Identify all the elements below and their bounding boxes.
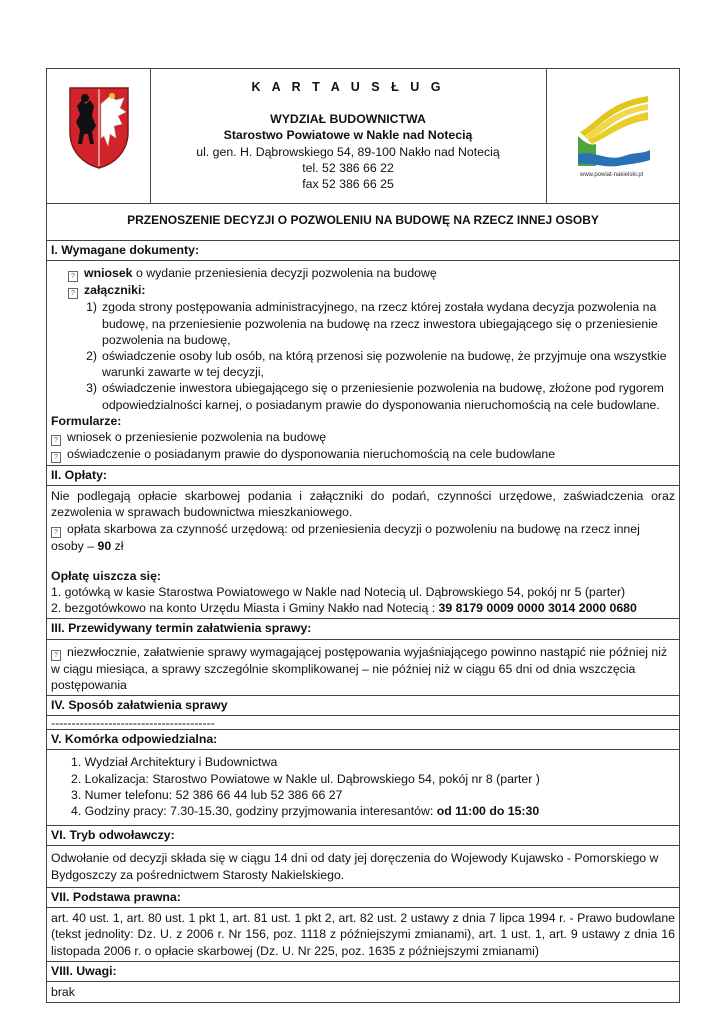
fee-amount: 90 — [97, 538, 112, 553]
list-item: 1) zgoda strony postępowania administracyjnego, na rzecz której została wydana decyzja pozwolenia na budowę, na przeniesienie pozwolenia na budowę na rzecz inwestora ubiegającego się o przeniesienie pozwolenia na budowę, — [86, 300, 658, 347]
unit-phone: 3. Numer telefonu: 52 386 66 44 lub 52 386 66 27 — [71, 787, 343, 802]
office-fax: fax 52 386 66 25 — [302, 177, 394, 192]
list-item: 3) oświadczenie inwestora ubiegającego się o przeniesienie pozwolenia na budowę, złożone pod rygorem odpowiedzialności karnej, o posiadanym prawie do dysponowania nieruchomością na cele budowlane. — [86, 381, 664, 412]
unit-name: 1. Wydział Architektury i Budownictwa — [71, 755, 278, 770]
forms-heading: Formularze: — [51, 413, 122, 428]
section-heading: IV. Sposób załatwienia sprawy — [47, 696, 679, 716]
reception-hours: od 11:00 do 15:30 — [436, 804, 540, 819]
unit-hours: 4. Godziny pracy: 7.30-15.30, godziny przyjmowania interesantów: od 11:00 do 15:30 — [71, 804, 540, 819]
section-fees — [47, 466, 679, 619]
notes-text: brak — [51, 984, 75, 999]
attachments-label: załączniki: — [84, 283, 146, 298]
method-text: ---------------------------------------- — [51, 716, 215, 731]
department-name: WYDZIAŁ BUDOWNICTWA — [270, 112, 426, 127]
section-heading: VII. Podstawa prawna: — [47, 888, 679, 908]
list-item: 2) oświadczenie osoby lub osób, na którą przenosi się pozwolenie na budowę, że przyjmuje ona wszystkie warunki zawarte w tej decyzji, — [86, 349, 667, 380]
bullet-icon: ? — [51, 650, 61, 661]
service-card — [46, 68, 680, 1003]
section-documents — [47, 241, 679, 466]
section-legal-basis — [47, 888, 679, 962]
application-label: wniosek — [84, 266, 133, 281]
section-appeal — [47, 826, 679, 888]
bullet-icon: ? — [51, 527, 61, 538]
coat-of-arms-icon — [68, 86, 130, 170]
powiat-logo-icon — [578, 92, 650, 178]
logo-cell — [546, 69, 680, 203]
appeal-text: Odwołanie od decyzji składa się w ciągu 14 dni od daty jej doręczenia do Wojewody Kujawsko - Pomorskiego w Bydgoszczy za pośrednictwem Starosty Nakielskiego. — [51, 851, 659, 882]
attachments-line — [51, 282, 675, 299]
attachments-list — [51, 299, 675, 412]
section-heading: II. Opłaty: — [47, 466, 679, 486]
form-link[interactable]: ? wniosek o przeniesienie pozwolenia na budowę — [51, 429, 675, 446]
card-title: K A R T A U S Ł U G — [251, 80, 445, 94]
unit-location: 2. Lokalizacja: Starostwo Powiatowe w Nakle ul. Dąbrowskiego 54, pokój nr 8 (parter ) — [71, 771, 540, 786]
section-method — [47, 696, 679, 730]
logo-url: www.powiat-nakielski.pl — [580, 172, 644, 178]
section-heading: I. Wymagane dokumenty: — [47, 241, 679, 261]
payment-heading: Opłatę uiszcza się: — [51, 568, 162, 583]
fee-line: ? opłata skarbowa za czynność urzędową: od przeniesienia decyzji o pozwoleniu na budowę na rzecz innej osoby – 90 zł — [51, 521, 640, 553]
bullet-icon: ? — [51, 452, 61, 463]
section-notes — [47, 962, 679, 1002]
section-heading: III. Przewidywany termin załatwienia sprawy: — [47, 619, 679, 639]
title-section — [47, 204, 679, 241]
payment-transfer: 2. bezgotówkowo na konto Urzędu Miasta i Gminy Nakło nad Notecią : 39 8179 0009 0000 3014 2000 0680 — [51, 601, 637, 616]
office-name: Starostwo Powiatowe w Nakle nad Notecią — [223, 128, 473, 143]
application-line — [51, 265, 675, 282]
fee-exemption-text: Nie podlegają opłacie skarbowej podania i załączniki do podań, czynności urzędowe, zaświadczenia oraz zezwolenia w sprawach budownictwa mieszkaniowego. — [51, 489, 675, 520]
bank-account: 39 8179 0009 0000 3014 2000 0680 — [438, 601, 637, 616]
application-text: o wydanie przeniesienia decyzji pozwolenia na budowę — [132, 266, 437, 281]
payment-cash: 1. gotówką w kasie Starostwa Powiatowego w Nakle nad Notecią ul. Dąbrowskiego 54, pokój nr 5 (parter) — [51, 585, 626, 600]
section-heading: VIII. Uwagi: — [47, 962, 679, 982]
bullet-icon: ? — [68, 288, 78, 299]
section-unit — [47, 730, 679, 826]
office-address: ul. gen. H. Dąbrowskiego 54, 89-100 Nakło nad Notecią — [196, 144, 500, 159]
bullet-icon: ? — [51, 435, 61, 446]
section-heading: V. Komórka odpowiedzialna: — [47, 730, 679, 750]
office-phone: tel. 52 386 66 22 — [302, 160, 394, 175]
section-heading: VI. Tryb odwoławczy: — [47, 826, 679, 846]
card-header — [47, 69, 679, 204]
section-deadline — [47, 619, 679, 696]
deadline-text: ? niezwłocznie, załatwienie sprawy wymagającej postępowania wyjaśniającego powinno nastąpić nie później niż w ciągu miesiąca, a sprawy szczególnie skomplikowanej – nie później niż w ciągu 65 dni od dnia wszczęcia postępowania — [51, 644, 668, 692]
header-info — [151, 69, 545, 203]
document-title: PRZENOSZENIE DECYZJI O POZWOLENIU NA BUDOWĘ NA RZECZ INNEJ OSOBY — [127, 213, 599, 227]
form-link[interactable]: ? oświadczenie o posiadanym prawie do dysponowania nieruchomością na cele budowlane — [51, 446, 675, 463]
bullet-icon: ? — [68, 271, 78, 282]
crest-cell — [47, 69, 151, 203]
legal-basis-text: art. 40 ust. 1, art. 80 ust. 1 pkt 1, art. 81 ust. 1 pkt 2, art. 82 ust. 2 ustawy z dnia 7 lipca 1994 r. - Prawo budowlane (tekst jednolity: Dz. U. z 2006 r. Nr 156, poz. 1118 z późniejszymi zmianami), art. 1 ust. 1, art. 9 ustawy z dnia 16 listopada 2006 r. o opłacie skarbowej (Dz. U. Nr 225, poz. 1635 z późniejszymi zmianami) — [51, 911, 675, 958]
